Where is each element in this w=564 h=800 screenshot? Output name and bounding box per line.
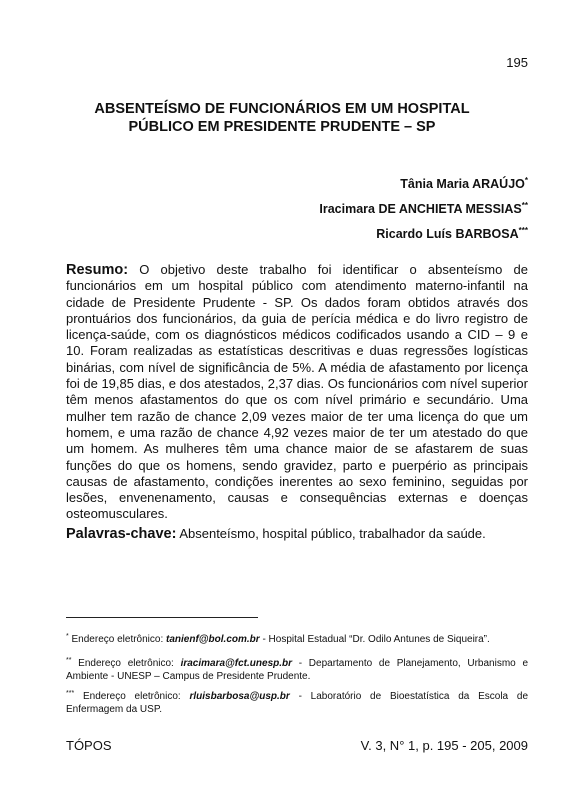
author-2 [319, 201, 528, 216]
footnote-1 [66, 630, 528, 646]
email-link[interactable]: rluisbarbosa@usp.br [189, 691, 290, 702]
abstract-text: O objetivo deste trabalho foi identificar o absenteísmo de funcionários em um hospital público com atendimento materno-infantil na cidade de Presidente Prudente - SP. Os dados foram obtidos através dos prontuários dos funcionários, da guia de perícia médica e do livro registro de licença-saúde, com os diagnósticos médicos codificados usando a CID – 9 e 10. Foram realizadas as estatísticas descritivas e duas regressões logísticas binárias, com nível de significância de 5%. A média de afastamento por licença foi de 19,85 dias, e dos atestados, 2,37 dias. Os funcionários com nível superior têm menos afastamentos do que os com nível primário e secundário. Uma mulher tem razão de chance 2,09 vezes maior de ter uma licença do que um homem, e uma razão de chance 4,92 vezes maior de ter um atestado do que um homem. As mulheres têm uma chance maior de se afastarem de suas funções do que os homens, sendo gravidez, parto e puerpério as principais causas de afastamento, condições inerentes ao sexo feminino, seguidas por lesões, envenenamento, causas e consequências externas e doenças osteomusculares. [66, 262, 528, 522]
footnote-mark: ** [66, 657, 72, 664]
footnote-affiliation: - Departamento de Planejamento, Urbanismo e Ambiente - UNESP – Campus de Presidente Prudente. [66, 658, 529, 682]
footnote-divider [66, 617, 258, 618]
article-title [60, 100, 504, 136]
author-mark: * [524, 176, 528, 185]
footnote-3 [66, 687, 528, 716]
abstract-label: Resumo: [66, 262, 129, 278]
title-line-1: ABSENTEÍSMO DE FUNCIONÁRIOS EM UM HOSPITAL [94, 101, 470, 117]
author-name: Tânia Maria ARAÚJO [400, 177, 525, 191]
footnote-mark: *** [66, 690, 75, 697]
footnote-affiliation: - Laboratório de Bioestatística da Escola de Enfermagem da USP. [66, 691, 529, 715]
footnote-prefix: Endereço eletrônico: [74, 691, 190, 702]
keywords [66, 526, 528, 542]
footnote-prefix: Endereço eletrônico: [68, 634, 167, 645]
keywords-label: Palavras-chave: [66, 526, 177, 542]
page-number: 195 [506, 55, 528, 70]
footnote-affiliation: - Hospital Estadual “Dr. Odilo Antunes de Siqueira”. [259, 634, 490, 645]
author-name: Iracimara DE ANCHIETA MESSIAS [319, 202, 522, 216]
author-mark: ** [521, 201, 528, 210]
author-1 [400, 176, 528, 191]
email-link[interactable]: tanienf@bol.com.br [166, 634, 260, 645]
footnote-mark: * [66, 633, 69, 640]
author-mark: *** [518, 226, 528, 235]
author-name: Ricardo Luís BARBOSA [376, 227, 519, 241]
author-3 [376, 226, 528, 241]
email-link[interactable]: iracimara@fct.unesp.br [180, 658, 293, 669]
footnote-2 [66, 654, 528, 683]
abstract [66, 262, 528, 523]
footnote-prefix: Endereço eletrônico: [71, 658, 181, 669]
keywords-text: Absenteísmo, hospital público, trabalhador da saúde. [176, 526, 486, 541]
journal-name: TÓPOS [66, 738, 112, 753]
title-line-2: PÚBLICO EM PRESIDENTE PRUDENTE – SP [128, 119, 436, 135]
citation: V. 3, N° 1, p. 195 - 205, 2009 [360, 738, 528, 753]
